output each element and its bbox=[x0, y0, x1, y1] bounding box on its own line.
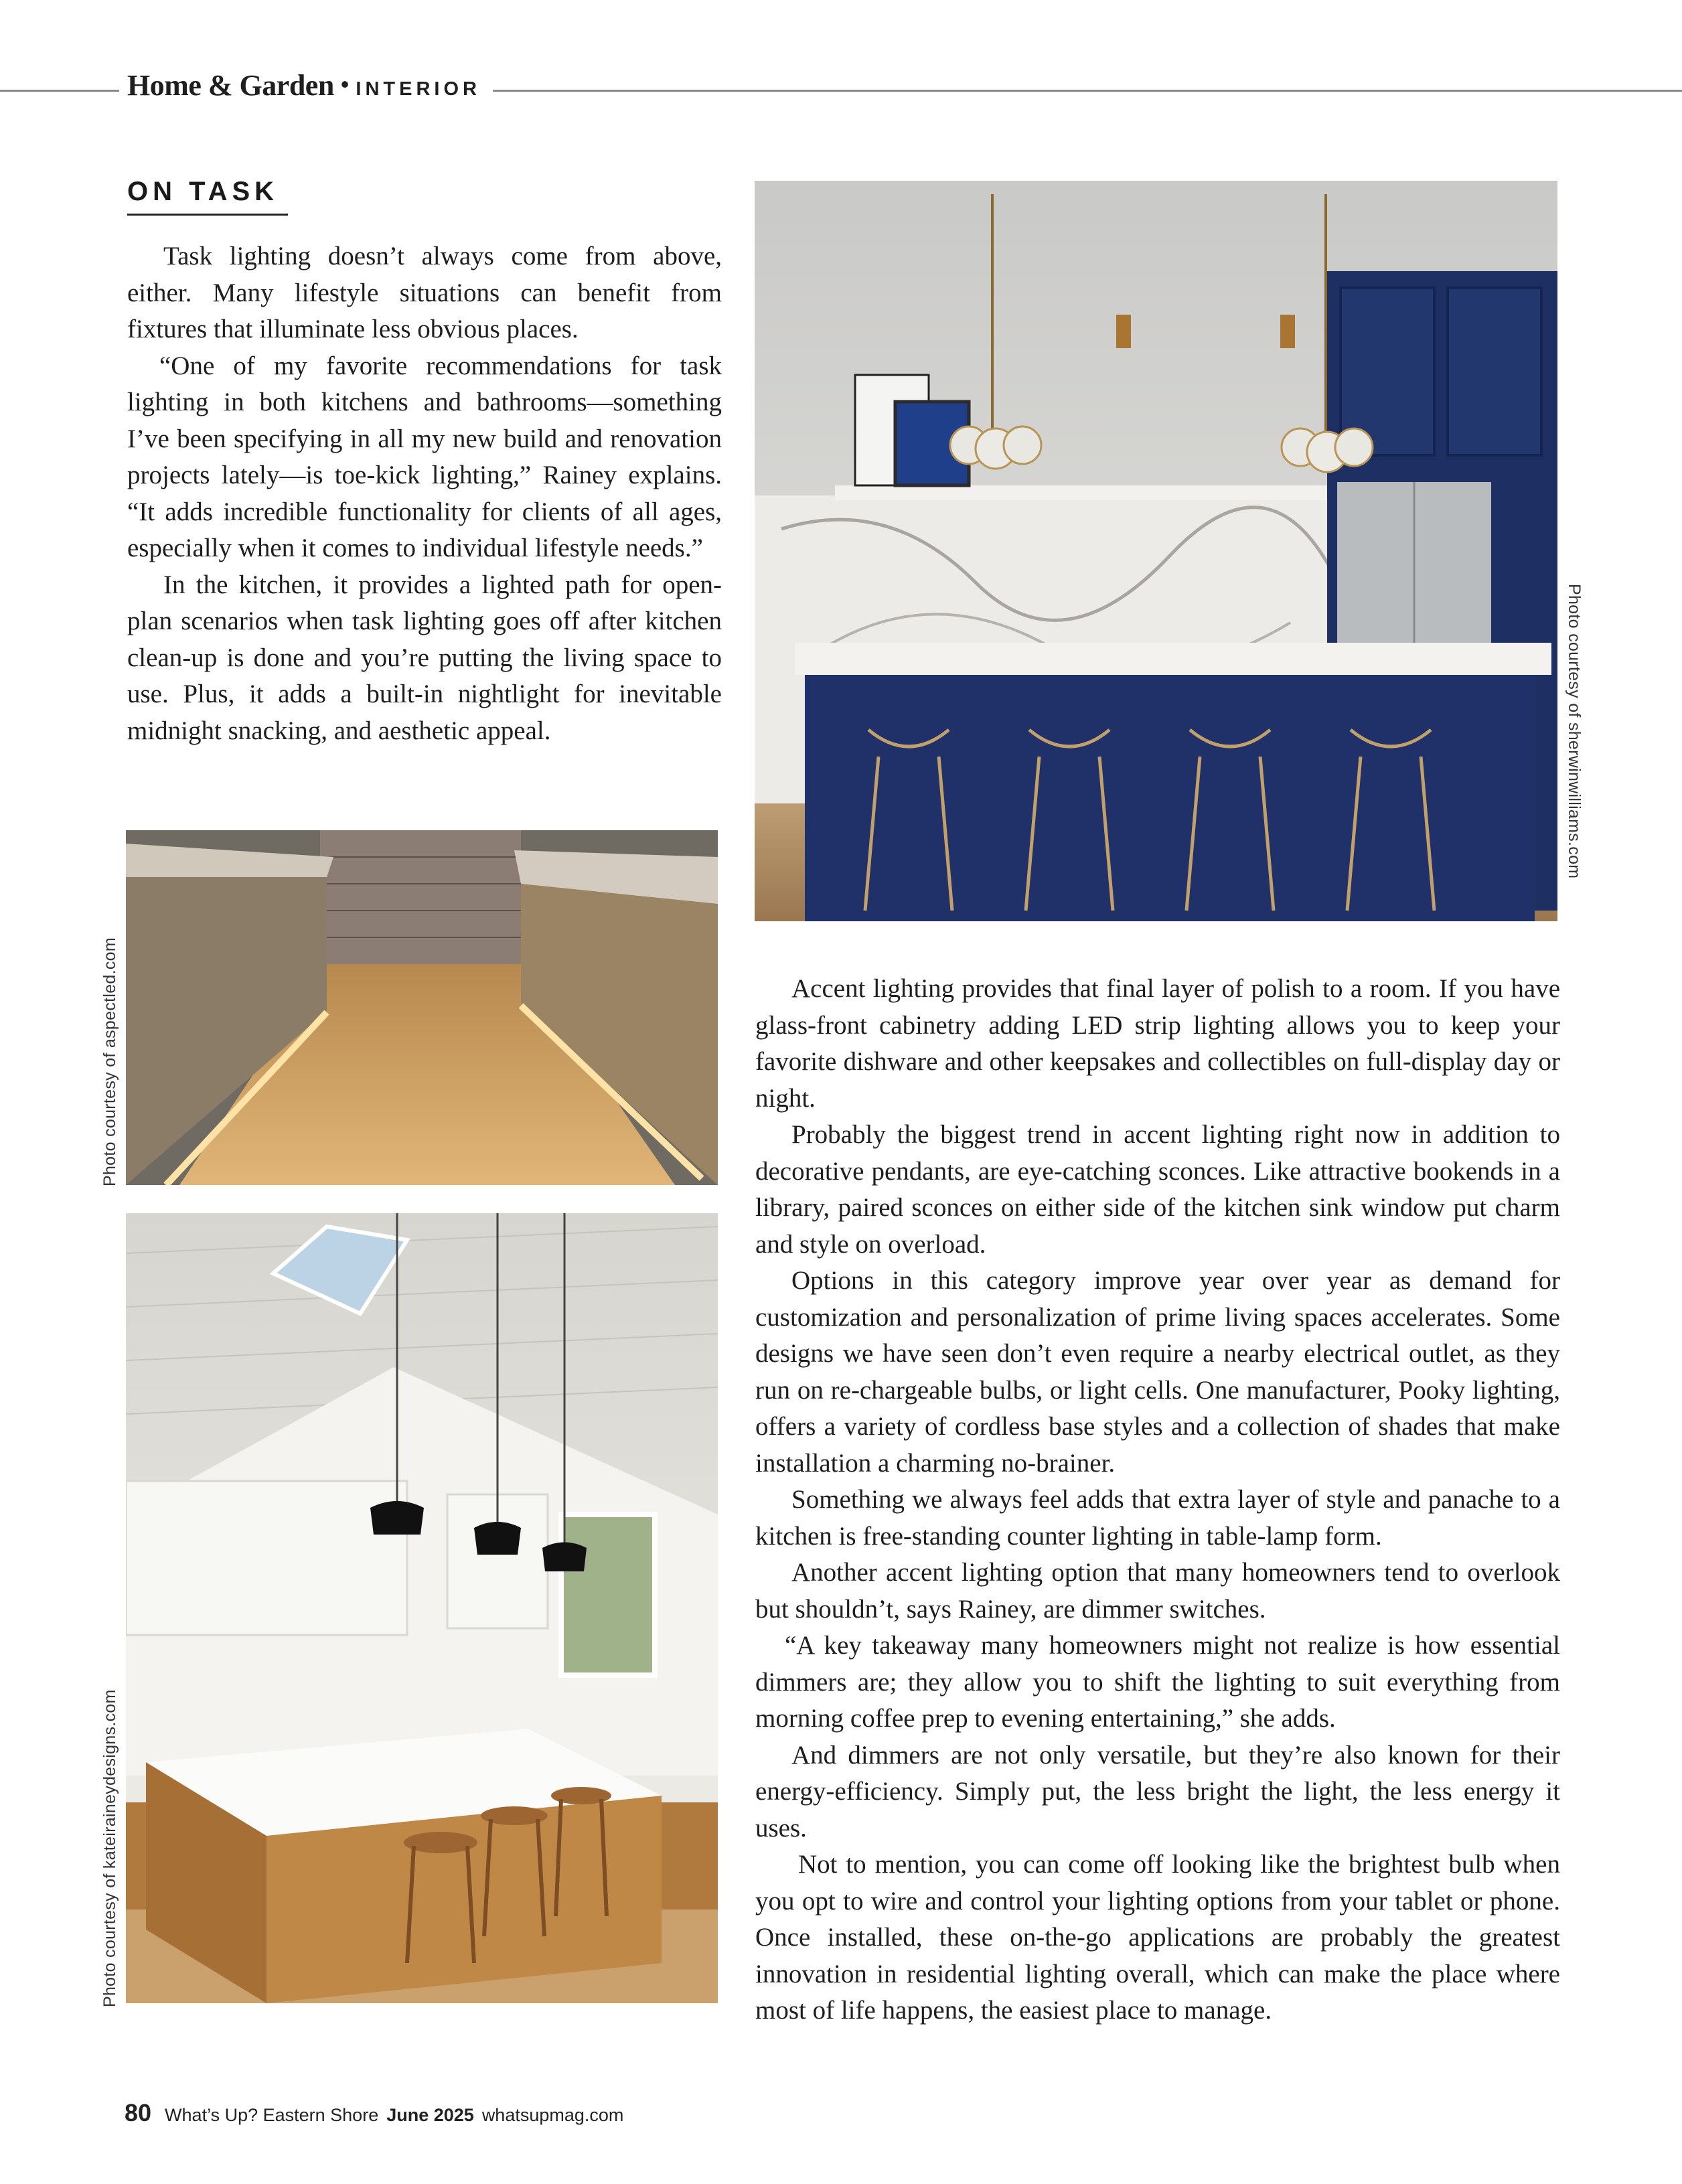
photo-credit-sherwin: Photo courtesy of sherwinwilliams.com bbox=[1565, 584, 1584, 879]
paragraph: “One of my favorite recommendations for task lighting in both kitchens and bathrooms—something I’ve been specifying in all my new build and renovation projects lately—is toe-kick lighting,” Rainey explains. “It adds incredible functionality for clients of all ages, especially when it comes to individual lifestyle needs.” bbox=[127, 351, 722, 562]
brand-name: Home & Garden bbox=[127, 69, 334, 102]
white-kitchen-photo bbox=[126, 1213, 718, 2003]
white-kitchen-illustration bbox=[126, 1213, 718, 2003]
paragraph: In the kitchen, it provides a lighted path for open-plan scenarios when task lighting goes off after kitchen clean-up is done and you’re putting the living space to use. Plus, it adds a built-in nightlight for inevitable midnight snacking, and aesthetic appeal. bbox=[127, 570, 722, 745]
paragraph: Options in this category improve year over year as demand for customization and personalization of prime living spaces accelerates. Some designs we have seen don’t even require a nearby electrical outlet, as they run on re-chargeable bulbs, or light cells. One manufacturer, Pooky lighting, offers a variety of cordless base styles and a collection of shades that make installation a charming no-brainer. bbox=[755, 1266, 1560, 1478]
left-column-text bbox=[127, 238, 722, 749]
right-column-text bbox=[755, 971, 1560, 2029]
page-footer bbox=[125, 2099, 623, 2127]
navy-kitchen-illustration bbox=[755, 181, 1557, 921]
photo-credit-aspectled: Photo courtesy of aspectled.com bbox=[100, 937, 119, 1186]
paragraph: Task lighting doesn’t always come from above, either. Many lifestyle situations can benefit from fixtures that illuminate less obvious places. bbox=[127, 242, 722, 343]
header-rule-right bbox=[469, 90, 1682, 92]
paragraph: Probably the biggest trend in accent lighting right now in addition to decorative pendants, are eye-catching sconces. Like attractive bookends in a library, paired sconces on either side of the kitchen sink window put charm and style on overload. bbox=[755, 1120, 1560, 1259]
section-name: INTERIOR bbox=[356, 78, 481, 100]
page-number: 80 bbox=[125, 2099, 152, 2126]
toekick-lighting-photo bbox=[126, 830, 718, 1185]
toekick-illustration bbox=[126, 830, 718, 1185]
paragraph: Accent lighting provides that final layer of polish to a room. If you have glass-front cabinetry adding LED strip lighting allows you to keep your favorite dishware and other keepsakes and collectibles on full-display day or night. bbox=[755, 974, 1560, 1113]
paragraph: “A key takeaway many homeowners might not realize is how essential dimmers are; they allow you to shift the lighting to suit everything from morning coffee prep to evening entertaining,” she adds. bbox=[755, 1631, 1560, 1733]
header-separator: • bbox=[340, 70, 350, 98]
paragraph: Not to mention, you can come off looking like the brightest bulb when you opt to wire and control your lighting options from your tablet or phone. Once installed, these on-the-go applications are probably the greatest innovation in residential lighting overall, which can make the place where most of life happens, the easiest place to manage. bbox=[755, 1850, 1560, 2025]
header-rule-left bbox=[0, 90, 121, 92]
paragraph: Another accent lighting option that many homeowners tend to overlook but shouldn’t, says Rainey, are dimmer switches. bbox=[755, 1558, 1560, 1624]
section-heading: ON TASK bbox=[127, 177, 288, 216]
issue-date: June 2025 bbox=[386, 2105, 474, 2125]
photo-credit-kateiraineydesigns: Photo courtesy of kateiraineydesigns.com bbox=[100, 1689, 119, 2007]
paragraph: Something we always feel adds that extra layer of style and panache to a kitchen is free-standing counter lighting in table-lamp form. bbox=[755, 1485, 1560, 1551]
website: whatsupmag.com bbox=[481, 2105, 624, 2125]
navy-kitchen-photo bbox=[755, 181, 1557, 921]
running-header bbox=[119, 68, 493, 102]
paragraph: And dimmers are not only versatile, but they’re also known for their energy-efficiency. Simply put, the less bright the light, the less energy it uses. bbox=[755, 1740, 1560, 1843]
magazine-name: What’s Up? Eastern Shore bbox=[165, 2105, 379, 2125]
